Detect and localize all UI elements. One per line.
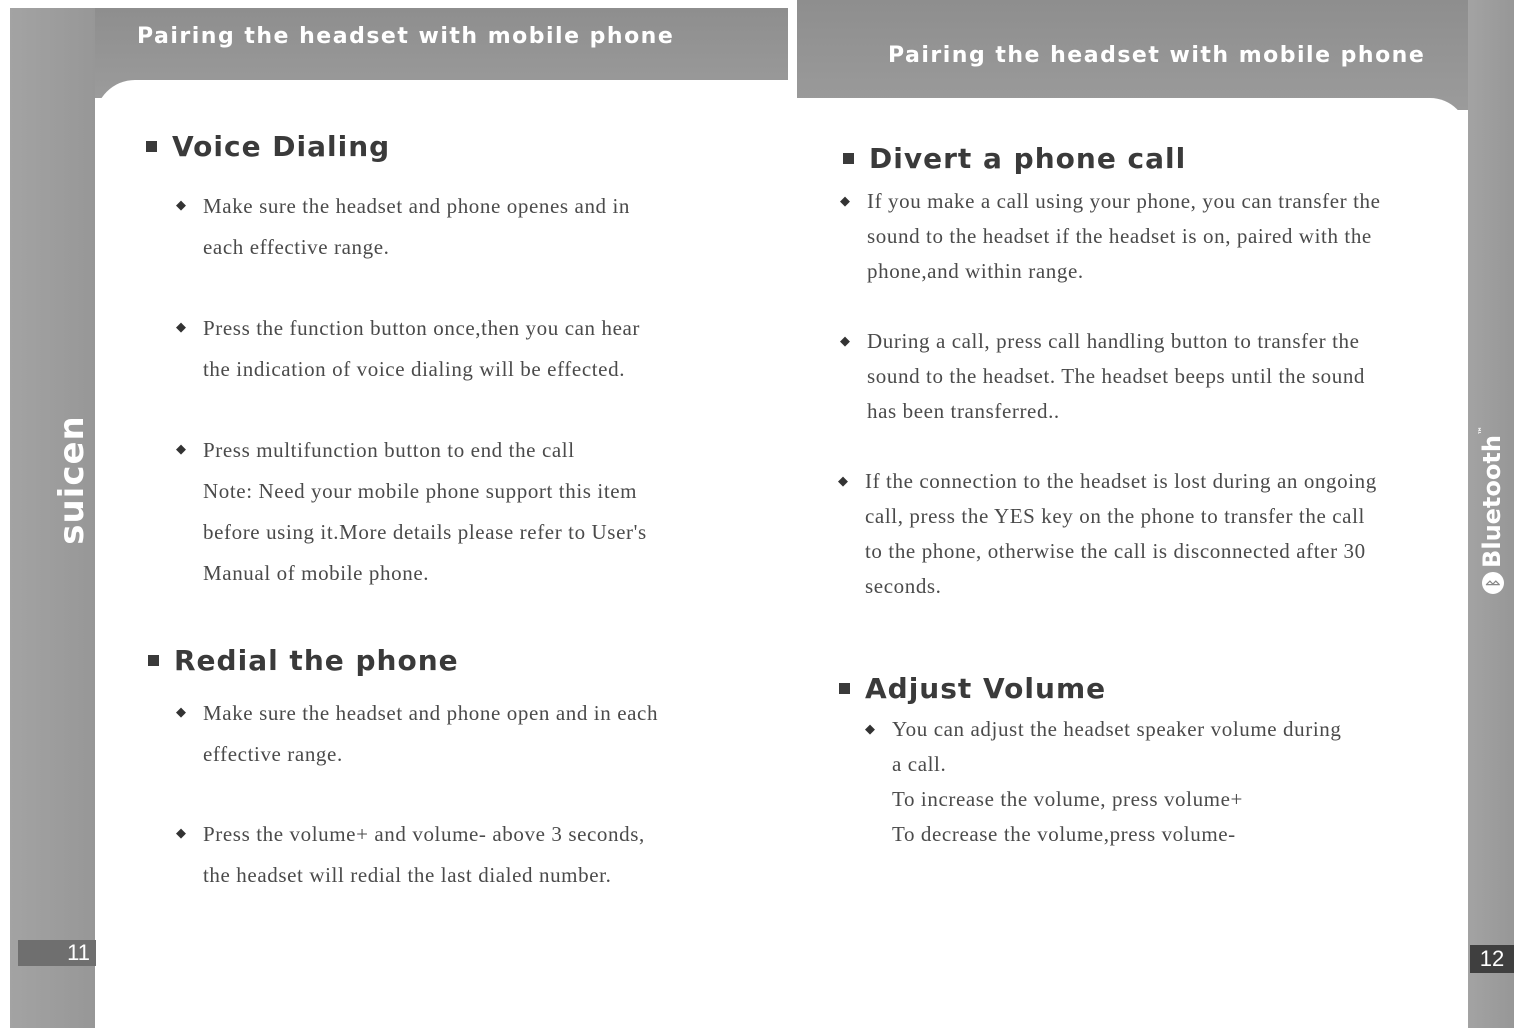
diamond-bullet-icon: ◆: [176, 704, 187, 719]
square-bullet-icon: [146, 141, 157, 152]
diamond-bullet-icon: ◆: [176, 319, 187, 334]
bullet-line: To decrease the volume,press volume-: [892, 822, 1236, 846]
diamond-bullet-icon: ◆: [176, 197, 187, 212]
bullet-line: a call.: [892, 752, 947, 776]
diamond-bullet-icon: ◆: [840, 193, 851, 208]
brand-logo: suicen: [52, 415, 92, 545]
bullet-line: sound to the headset if the headset is on, paired with the: [867, 224, 1372, 248]
trademark-mark: ™: [1478, 426, 1488, 436]
bullet-line: has been transferred..: [867, 399, 1060, 423]
bullet-line: Manual of mobile phone.: [203, 561, 430, 585]
bluetooth-icon: ᛒ: [1482, 572, 1504, 594]
bullet-line: During a call, press call handling button to transfer the: [867, 329, 1360, 353]
bullet-line: the headset will redial the last dialed number.: [203, 863, 612, 887]
diamond-bullet-icon: ◆: [176, 441, 187, 456]
bullet-line: call, press the YES key on the phone to transfer the call: [865, 504, 1365, 528]
list-item: [176, 308, 640, 390]
section-title-text: Adjust Volume: [865, 672, 1107, 705]
bullet-line: sound to the headset. The headset beeps until the sound: [867, 364, 1366, 388]
page-number: 12: [1470, 945, 1514, 973]
bullet-line: Make sure the headset and phone open and in each: [203, 701, 659, 725]
list-item: [176, 186, 630, 268]
diamond-bullet-icon: ◆: [176, 825, 187, 840]
square-bullet-icon: [839, 683, 850, 694]
bullet-line: If you make a call using your phone, you can transfer the: [867, 189, 1381, 213]
page-number: 11: [18, 940, 96, 966]
list-item: [176, 693, 658, 775]
bullet-line: Make sure the headset and phone openes and in: [203, 194, 631, 218]
bullet-line: seconds.: [865, 574, 942, 598]
section-title-divert-call: [843, 142, 1186, 175]
bullet-line: You can adjust the headset speaker volume during: [892, 717, 1342, 741]
bluetooth-logo-text: Bluetooth: [1478, 435, 1506, 568]
section-title-voice-dialing: [146, 130, 390, 163]
list-item: [176, 814, 645, 896]
diamond-bullet-icon: ◆: [838, 473, 849, 488]
section-title-adjust-volume: [839, 672, 1106, 705]
bullet-line: the indication of voice dialing will be effected.: [203, 357, 626, 381]
bullet-line: before using it.More details please refer to User's: [203, 520, 647, 544]
page-header-title: Pairing the headset with mobile phone: [888, 43, 1426, 68]
bullet-line: Press multifunction button to end the call: [203, 438, 575, 462]
bullet-line: to the phone, otherwise the call is disconnected after 30: [865, 539, 1366, 563]
square-bullet-icon: [148, 655, 159, 666]
list-item: [840, 324, 1365, 429]
bullet-line: phone,and within range.: [867, 259, 1084, 283]
bullet-line: each effective range.: [203, 235, 390, 259]
section-title-text: Redial the phone: [174, 644, 459, 677]
list-item: [840, 184, 1381, 289]
list-item: [176, 430, 647, 594]
bullet-line: To increase the volume, press volume+: [892, 787, 1243, 811]
bullet-line: effective range.: [203, 742, 343, 766]
diamond-bullet-icon: ◆: [865, 721, 876, 736]
section-title-text: Voice Dialing: [172, 130, 391, 163]
list-item: [865, 712, 1342, 852]
bullet-line: If the connection to the headset is lost during an ongoing: [865, 469, 1377, 493]
list-item: [838, 464, 1377, 604]
bullet-line: Press the volume+ and volume- above 3 seconds,: [203, 822, 645, 846]
square-bullet-icon: [843, 153, 854, 164]
section-title-text: Divert a phone call: [869, 142, 1187, 175]
section-title-redial: [148, 644, 459, 677]
right-page: [797, 0, 1514, 1028]
bullet-line: Press the function button once,then you can hear: [203, 316, 641, 340]
bluetooth-logo: [1478, 426, 1506, 594]
page-header-title: Pairing the headset with mobile phone: [137, 24, 675, 49]
diamond-bullet-icon: ◆: [840, 333, 851, 348]
bullet-line: Note: Need your mobile phone support this item: [203, 479, 638, 503]
